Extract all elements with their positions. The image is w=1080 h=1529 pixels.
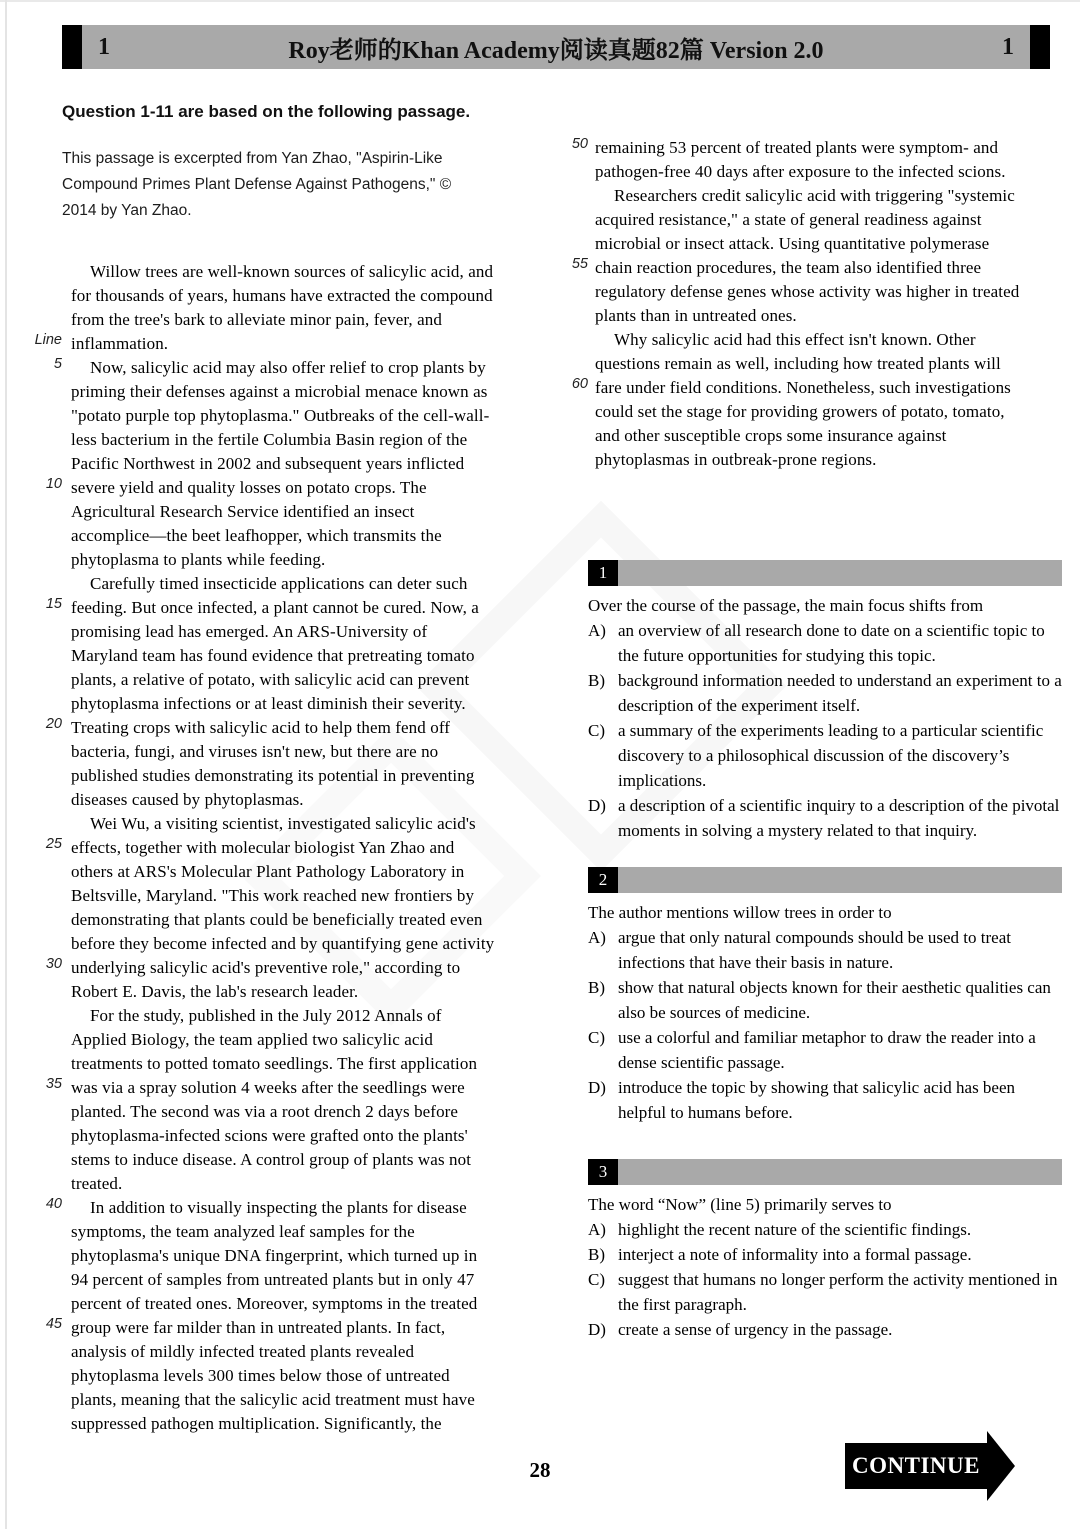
passage-line xyxy=(20,932,550,956)
line-number xyxy=(556,352,595,376)
passage-text: priming their defenses against a microbial menace known as xyxy=(71,382,488,401)
answer-option xyxy=(588,925,1062,975)
option-text: interject a note of informality into a formal passage. xyxy=(618,1245,972,1264)
option-letter: B) xyxy=(588,1245,605,1264)
passage-line xyxy=(20,1052,550,1076)
questions-section xyxy=(588,560,1062,1342)
passage-line xyxy=(20,1004,550,1028)
passage-text: before they become infected and by quantifying gene activity xyxy=(71,934,495,953)
passage-text: Researchers credit salicylic acid with triggering "systemic xyxy=(614,186,1015,205)
answer-option xyxy=(588,1267,1062,1317)
source-note-line: Compound Primes Plant Defense Against Pathogens," © xyxy=(62,176,452,193)
line-number: 5 xyxy=(53,356,62,372)
line-number xyxy=(20,1004,71,1028)
question-stem: The word “Now” (line 5) primarily serves to xyxy=(588,1195,892,1214)
line-number xyxy=(20,1340,71,1364)
header-endcap-left xyxy=(62,25,82,69)
line-number xyxy=(20,980,71,1004)
line-number: 40 xyxy=(45,1196,62,1212)
passage-text: 94 percent of samples from untreated plants but in only 47 xyxy=(71,1270,475,1289)
answer-option xyxy=(588,668,1062,718)
passage-text: phytoplasma levels 300 times below those of untreated xyxy=(71,1366,450,1385)
option-letter: A) xyxy=(588,1220,606,1239)
passage-text: For the study, published in the July 2012 Annals of xyxy=(90,1006,442,1025)
passage-text: Wei Wu, a visiting scientist, investigated salicylic acid's xyxy=(90,814,476,833)
answer-option xyxy=(588,1242,1062,1267)
passage-text: fare under field conditions. Nonetheless, such investigations xyxy=(595,378,1011,397)
header-section-number-right: 1 xyxy=(1002,33,1014,60)
line-number xyxy=(20,1244,71,1268)
line-number xyxy=(20,260,71,284)
passage-line xyxy=(20,548,550,572)
answer-option xyxy=(588,618,1062,668)
option-text: an overview of all research done to date on a scientific topic to the future opportunities for studying this topic. xyxy=(618,621,1045,665)
passage-line xyxy=(20,764,550,788)
option-letter: A) xyxy=(588,928,606,947)
passage-line xyxy=(20,1220,550,1244)
line-number xyxy=(20,764,71,788)
passage-line xyxy=(20,260,550,284)
line-number: 60 xyxy=(571,376,588,392)
passage-line xyxy=(20,1340,550,1364)
line-number xyxy=(20,1292,71,1316)
answer-option xyxy=(588,1075,1062,1125)
option-letter: C) xyxy=(588,721,605,740)
question-bar-fill xyxy=(618,560,1062,586)
line-number xyxy=(20,884,71,908)
passage-text: acquired resistance," a state of general readiness against xyxy=(595,210,982,229)
scan-edge-top xyxy=(0,0,1080,2)
passage-text: published studies demonstrating its potential in preventing xyxy=(71,766,475,785)
line-number xyxy=(20,1268,71,1292)
passage-text: plants, a relative of potato, with salicylic acid can prevent xyxy=(71,670,470,689)
passage-text: group were far milder than in untreated plants. In fact, xyxy=(71,1318,446,1337)
question-block xyxy=(588,560,1062,843)
passage-text: Treating crops with salicylic acid to help them fend off xyxy=(71,718,451,737)
line-number: 30 xyxy=(45,956,62,972)
passage-line xyxy=(556,376,1068,400)
line-number xyxy=(20,1364,71,1388)
line-number xyxy=(20,1220,71,1244)
option-text: background information needed to understand an experiment to a description of the experiment itself. xyxy=(618,671,1062,715)
passage-text: for thousands of years, humans have extracted the compound xyxy=(71,286,493,305)
passage-column-left xyxy=(20,260,550,1436)
passage-text: suppressed pathogen multiplication. Significantly, the xyxy=(71,1414,442,1433)
passage-text: bacteria, fungi, and viruses isn't new, but there are no xyxy=(71,742,439,761)
page-number: 28 xyxy=(529,1458,551,1482)
line-number xyxy=(20,452,71,476)
option-text: highlight the recent nature of the scientific findings. xyxy=(618,1220,972,1239)
line-number xyxy=(556,232,595,256)
passage-line xyxy=(20,716,550,740)
passage-text: stems to induce disease. A control group of plants was not xyxy=(71,1150,472,1169)
passage-line xyxy=(556,400,1068,424)
passage-line xyxy=(20,1388,550,1412)
option-text: show that natural objects known for their aesthetic qualities can also be sources of medicine. xyxy=(618,978,1051,1022)
line-number xyxy=(556,160,595,184)
line-number xyxy=(20,500,71,524)
passage-text: severe yield and quality losses on potato crops. The xyxy=(71,478,427,497)
passage-text: Agricultural Research Service identified an insect xyxy=(71,502,415,521)
passage-line xyxy=(20,692,550,716)
answer-option xyxy=(588,1025,1062,1075)
passage-line xyxy=(20,332,550,356)
passage-column-right xyxy=(556,136,1068,472)
passage-line xyxy=(20,572,550,596)
option-text: suggest that humans no longer perform the activity mentioned in the first paragraph. xyxy=(618,1270,1058,1314)
passage-text: microbial or insect attack. Using quantitative polymerase xyxy=(595,234,990,253)
line-number xyxy=(556,304,595,328)
line-number xyxy=(20,932,71,956)
passage-line xyxy=(556,256,1068,280)
passage-text: effects, together with molecular biologist Yan Zhao and xyxy=(71,838,455,857)
line-number xyxy=(20,1148,71,1172)
passage-line xyxy=(20,668,550,692)
line-number: 25 xyxy=(45,836,62,852)
passage-source-note xyxy=(62,146,550,224)
passage-line xyxy=(556,184,1068,208)
option-text: a summary of the experiments leading to a particular scientific discovery to a philosophical discussion of the discovery’s implications. xyxy=(618,721,1044,790)
passage-text: regulatory defense genes whose activity was higher in treated xyxy=(595,282,1020,301)
line-number: 50 xyxy=(571,136,588,152)
line-number xyxy=(20,860,71,884)
line-number xyxy=(20,404,71,428)
passage-line xyxy=(20,836,550,860)
line-number xyxy=(20,692,71,716)
line-number: 55 xyxy=(571,256,588,272)
passage-line xyxy=(20,380,550,404)
option-text: introduce the topic by showing that salicylic acid has been helpful to humans before. xyxy=(618,1078,1016,1122)
line-number xyxy=(20,308,71,332)
passage-line xyxy=(20,524,550,548)
passage-line xyxy=(20,452,550,476)
option-letter: B) xyxy=(588,671,605,690)
line-number xyxy=(20,1172,71,1196)
answer-option xyxy=(588,1217,1062,1242)
question-number: 1 xyxy=(588,560,618,586)
passage-text: planted. The second was via a root drench 2 days before xyxy=(71,1102,459,1121)
passage-line xyxy=(20,956,550,980)
passage-text: phytoplasma infections or at least diminish their severity. xyxy=(71,694,466,713)
line-number xyxy=(20,1412,71,1436)
passage-text: was via a spray solution 4 weeks after the seedlings were xyxy=(71,1078,465,1097)
line-number xyxy=(20,644,71,668)
continue-arrow-icon xyxy=(987,1431,1015,1501)
passage-text: promising lead has emerged. An ARS-University of xyxy=(71,622,428,641)
passage-line xyxy=(20,1172,550,1196)
passage-line xyxy=(20,620,550,644)
passage-line xyxy=(556,232,1068,256)
passage-line xyxy=(20,1028,550,1052)
passage-text: plants than in untreated ones. xyxy=(595,306,797,325)
header-title: Roy老师的Khan Academy阅读真题82篇 Version 2.0 xyxy=(288,37,824,64)
line-number: 35 xyxy=(45,1076,62,1092)
passage-line xyxy=(20,356,550,380)
line-number xyxy=(556,328,595,352)
header-bar xyxy=(62,25,1050,69)
continue-label: CONTINUE xyxy=(852,1453,980,1478)
continue-button-body xyxy=(845,1443,987,1489)
passage-text: "potato purple top phytoplasma." Outbreaks of the cell-wall- xyxy=(71,406,490,425)
passage-text: Now, salicylic acid may also offer relief to crop plants by xyxy=(90,358,486,377)
question-header-bar xyxy=(588,867,1062,893)
passage-line xyxy=(556,424,1068,448)
passage-text: plants, meaning that the salicylic acid treatment must have xyxy=(71,1390,475,1409)
line-number xyxy=(20,1124,71,1148)
passage-line xyxy=(20,812,550,836)
line-number: 10 xyxy=(45,476,62,492)
passage-line xyxy=(20,788,550,812)
option-text: create a sense of urgency in the passage. xyxy=(618,1320,893,1339)
passage-text: inflammation. xyxy=(71,334,169,353)
question-bar-fill xyxy=(618,1159,1062,1185)
passage-line xyxy=(20,884,550,908)
line-number xyxy=(20,812,71,836)
question-bar-fill xyxy=(618,867,1062,893)
passage-text: analysis of mildly infected treated plants revealed xyxy=(71,1342,415,1361)
line-number xyxy=(20,524,71,548)
question-header-bar xyxy=(588,560,1062,586)
line-number xyxy=(556,280,595,304)
line-number: 20 xyxy=(45,716,62,732)
passage-line xyxy=(20,1316,550,1340)
passage-line xyxy=(20,980,550,1004)
answer-option xyxy=(588,1317,1062,1342)
line-number xyxy=(20,668,71,692)
passage-text: phytoplasma-infected scions were grafted onto the plants' xyxy=(71,1126,468,1145)
left-column xyxy=(20,102,550,1436)
source-note-line: 2014 by Yan Zhao. xyxy=(62,202,192,219)
option-letter: D) xyxy=(588,796,606,815)
passage-text: Carefully timed insecticide applications can deter such xyxy=(90,574,468,593)
line-number xyxy=(20,908,71,932)
line-number: 15 xyxy=(45,596,62,612)
passage-text: chain reaction procedures, the team also identified three xyxy=(595,258,982,277)
passage-text: In addition to visually inspecting the plants for disease xyxy=(90,1198,467,1217)
line-number xyxy=(20,284,71,308)
line-number xyxy=(20,1052,71,1076)
passage-line xyxy=(20,428,550,452)
line-number xyxy=(20,620,71,644)
question-header-bar xyxy=(588,1159,1062,1185)
passage-line xyxy=(20,1100,550,1124)
passage-text: remaining 53 percent of treated plants were symptom- and xyxy=(595,138,999,157)
line-number xyxy=(556,208,595,232)
answer-option xyxy=(588,975,1062,1025)
passage-line xyxy=(20,1244,550,1268)
answer-option xyxy=(588,793,1062,843)
option-letter: A) xyxy=(588,621,606,640)
option-letter: D) xyxy=(588,1078,606,1097)
passage-line xyxy=(556,160,1068,184)
passage-text: Why salicylic acid had this effect isn't known. Other xyxy=(614,330,976,349)
passage-text: feeding. But once infected, a plant cannot be cured. Now, a xyxy=(71,598,479,617)
passage-text: questions remain as well, including how treated plants will xyxy=(595,354,1001,373)
passage-line xyxy=(20,1076,550,1100)
passage-line xyxy=(20,596,550,620)
option-letter: C) xyxy=(588,1270,605,1289)
passage-line xyxy=(20,908,550,932)
passage-line xyxy=(556,448,1068,472)
passage-text: Robert E. Davis, the lab's research leader. xyxy=(71,982,359,1001)
passage-line xyxy=(20,476,550,500)
header-section-number-left: 1 xyxy=(98,33,110,60)
passage-text: phytoplasmas in outbreak-prone regions. xyxy=(595,450,877,469)
passage-text: treatments to potted tomato seedlings. The first application xyxy=(71,1054,478,1073)
line-number xyxy=(20,428,71,452)
passage-line xyxy=(20,284,550,308)
line-number xyxy=(556,424,595,448)
passage-text: percent of treated ones. Moreover, symptoms in the treated xyxy=(71,1294,478,1313)
question-stem: The author mentions willow trees in order to xyxy=(588,903,892,922)
passage-line xyxy=(20,1148,550,1172)
passage-line xyxy=(20,740,550,764)
line-number: Line xyxy=(34,332,62,348)
passage-text: diseases caused by phytoplasmas. xyxy=(71,790,304,809)
option-text: use a colorful and familiar metaphor to draw the reader into a dense scientific passage. xyxy=(618,1028,1036,1072)
passage-line xyxy=(556,280,1068,304)
line-number xyxy=(20,548,71,572)
passage-text: treated. xyxy=(71,1174,123,1193)
passage-text: Maryland team has found evidence that pretreating tomato xyxy=(71,646,475,665)
passage-text: from the tree's bark to alleviate minor pain, fever, and xyxy=(71,310,442,329)
option-text: a description of a scientific inquiry to a description of the pivotal moments in solving a mystery related to that inquiry. xyxy=(618,796,1060,840)
passage-text: could set the stage for providing growers of potato, tomato, xyxy=(595,402,1005,421)
passage-line xyxy=(20,1364,550,1388)
passage-line xyxy=(20,860,550,884)
scan-edge-left xyxy=(5,0,7,1529)
question-block xyxy=(588,867,1062,1125)
passage-text: pathogen-free 40 days after exposure to the infected scions. xyxy=(595,162,1006,181)
line-number: 45 xyxy=(45,1316,62,1332)
question-range-heading: Question 1-11 are based on the following passage. xyxy=(62,102,471,121)
passage-text: demonstrating that plants could be beneficially treated even xyxy=(71,910,483,929)
passage-text: less bacterium in the fertile Columbia Basin region of the xyxy=(71,430,468,449)
answer-option xyxy=(588,718,1062,793)
source-note-line: This passage is excerpted from Yan Zhao, "Aspirin-Like xyxy=(62,150,443,167)
line-number xyxy=(556,448,595,472)
passage-text: phytoplasma to plants while feeding. xyxy=(71,550,326,569)
passage-text: accomplice—the beet leafhopper, which transmits the xyxy=(71,526,442,545)
line-number xyxy=(20,1028,71,1052)
question-number: 3 xyxy=(588,1159,618,1185)
passage-line xyxy=(20,644,550,668)
option-letter: C) xyxy=(588,1028,605,1047)
passage-line xyxy=(20,1124,550,1148)
passage-line xyxy=(556,136,1068,160)
passage-line xyxy=(20,1196,550,1220)
passage-line xyxy=(20,308,550,332)
passage-text: Pacific Northwest in 2002 and subsequent years inflicted xyxy=(71,454,465,473)
continue-button[interactable] xyxy=(845,1431,1015,1501)
passage-line xyxy=(20,500,550,524)
line-number xyxy=(20,740,71,764)
header-endcap-right xyxy=(1030,25,1050,69)
option-letter: D) xyxy=(588,1320,606,1339)
line-number xyxy=(20,572,71,596)
passage-line xyxy=(556,352,1068,376)
line-number xyxy=(20,1100,71,1124)
passage-line xyxy=(20,404,550,428)
passage-text: and other susceptible crops some insurance against xyxy=(595,426,947,445)
passage-line xyxy=(20,1268,550,1292)
option-text: argue that only natural compounds should be used to treat infections that have their basis in nature. xyxy=(618,928,1011,972)
line-number xyxy=(20,788,71,812)
passage-line xyxy=(20,1292,550,1316)
passage-text: phytoplasma's unique DNA fingerprint, which turned up in xyxy=(71,1246,478,1265)
passage-text: others at ARS's Molecular Plant Pathology Laboratory in xyxy=(71,862,465,881)
line-number xyxy=(20,1388,71,1412)
line-number xyxy=(556,400,595,424)
passage-text: Applied Biology, the team applied two salicylic acid xyxy=(71,1030,433,1049)
passage-text: underlying salicylic acid's preventive role," according to xyxy=(71,958,461,977)
line-number xyxy=(20,380,71,404)
passage-line xyxy=(556,304,1068,328)
passage-line xyxy=(556,328,1068,352)
line-number xyxy=(556,184,595,208)
passage-line xyxy=(556,208,1068,232)
question-block xyxy=(588,1159,1062,1342)
question-stem: Over the course of the passage, the main focus shifts from xyxy=(588,596,984,615)
passage-line xyxy=(20,1412,550,1436)
passage-text: Beltsville, Maryland. "This work reached new frontiers by xyxy=(71,886,475,905)
right-column xyxy=(556,100,1068,1342)
question-number: 2 xyxy=(588,867,618,893)
passage-text: Willow trees are well-known sources of salicylic acid, and xyxy=(90,262,494,281)
option-letter: B) xyxy=(588,978,605,997)
passage-text: symptoms, the team analyzed leaf samples for the xyxy=(71,1222,415,1241)
